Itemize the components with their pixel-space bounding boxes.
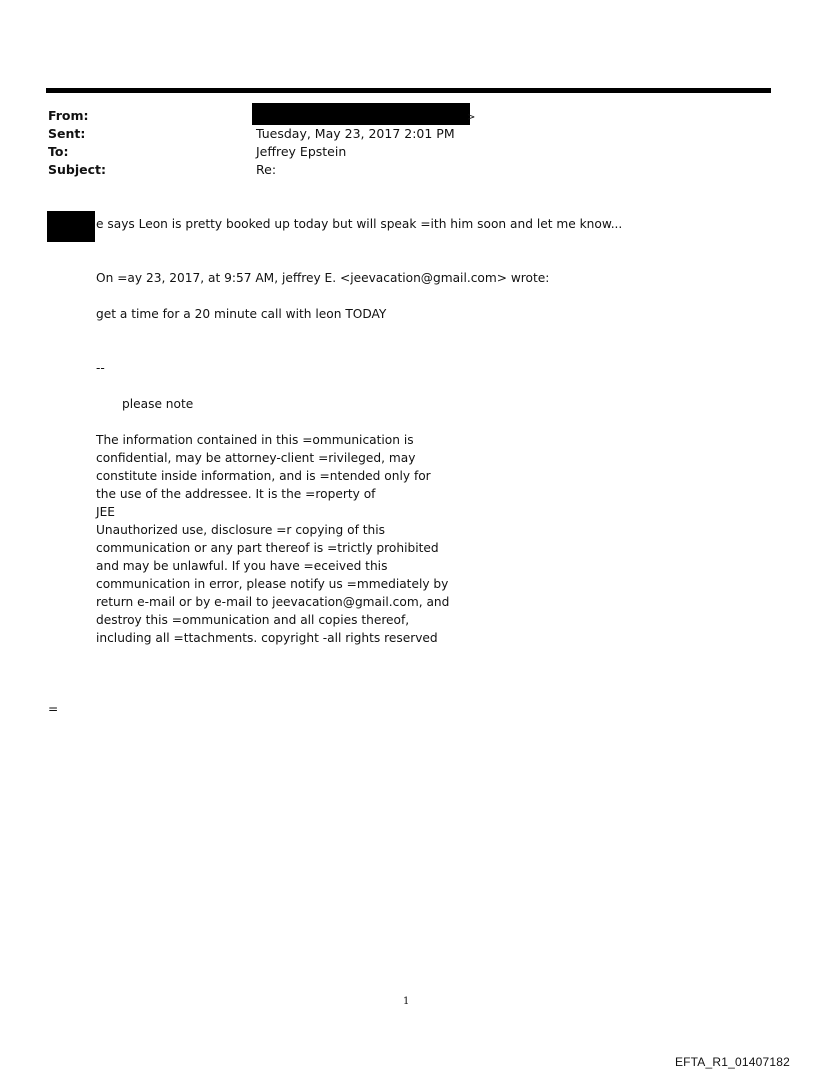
- header-rule: [46, 88, 771, 93]
- redaction-from-address: [252, 103, 470, 125]
- reply-message: e says Leon is pretty booked up today but will speak =ith him soon and let me know...: [96, 217, 623, 231]
- to-value: Jeffrey Epstein: [256, 144, 347, 159]
- signature-separator: --: [96, 361, 105, 375]
- subject-value: Re:: [256, 162, 277, 177]
- redaction-sender-name: [47, 211, 95, 242]
- disclaimer-line: JEE: [96, 505, 115, 519]
- disclaimer-line: including all =ttachments. copyright -all rights reserved: [96, 631, 438, 645]
- trailing-equals: =: [48, 702, 59, 716]
- disclaimer-line: confidential, may be attorney-client =rivileged, may: [96, 451, 416, 465]
- quoted-message: get a time for a 20 minute call with leon TODAY: [96, 307, 387, 321]
- disclaimer-line: the use of the addressee. It is the =roperty of: [96, 487, 376, 501]
- from-label: From:: [48, 108, 89, 123]
- bates-number: EFTA_R1_01407182: [674, 1055, 790, 1069]
- from-value: >: [467, 112, 476, 123]
- disclaimer-line: and may be unlawful. If you have =eceived this: [96, 559, 388, 573]
- disclaimer-line: return e-mail or by e-mail to jeevacation@gmail.com, and: [96, 595, 450, 609]
- disclaimer-line: The information contained in this =ommunication is: [96, 433, 414, 447]
- quoted-header: On =ay 23, 2017, at 9:57 AM, jeffrey E. <jeevacation@gmail.com> wrote:: [96, 271, 550, 285]
- disclaimer-line: communication or any part thereof is =trictly prohibited: [96, 541, 439, 555]
- sent-value: Tuesday, May 23, 2017 2:01 PM: [256, 126, 455, 141]
- subject-label: Subject:: [48, 162, 106, 177]
- confidentiality-disclaimer: [96, 431, 449, 647]
- disclaimer-line: Unauthorized use, disclosure =r copying of this: [96, 523, 386, 537]
- disclaimer-line: destroy this =ommunication and all copies thereof,: [96, 613, 410, 627]
- sent-label: Sent:: [48, 126, 86, 141]
- to-label: To:: [48, 144, 69, 159]
- disclaimer-line: communication in error, please notify us =mmediately by: [96, 577, 449, 591]
- please-note: please note: [122, 397, 194, 411]
- disclaimer-line: constitute inside information, and is =ntended only for: [96, 469, 431, 483]
- page-number: 1: [403, 996, 410, 1007]
